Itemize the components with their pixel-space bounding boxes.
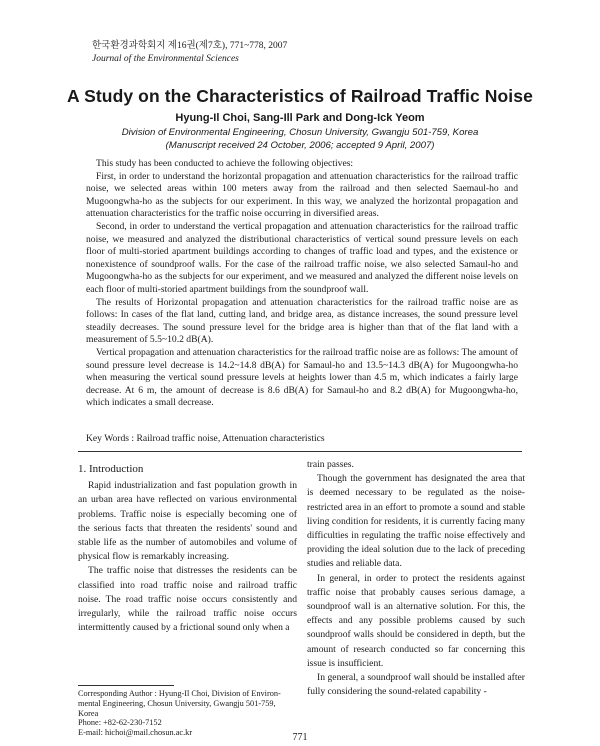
abstract-paragraph: Second, in order to understand the vertical propagation and attenuation characteristics for the railroad traffic noise, we measured and analyzed the distributional characteristics of vertical sound pressure levels on each floor of multi-storied apartment buildings according to changes of traffic load and types, and the existence or nonexistence of soundproof walls. For the case of the railroad traffic noise, we also selected Samaul-ho and Mugoongwha-ho as the subjects for our experiment, and we measured and analyzed the different noise levels on each floor of multi-storied apartment buildings from the soundproof wall. bbox=[86, 220, 518, 295]
body-paragraph: In general, a soundproof wall should be installed after fully considering the sound-related capability - bbox=[307, 672, 525, 698]
footnote-divider bbox=[78, 685, 174, 686]
affiliation: Division of Environmental Engineering, Chosun University, Gwangju 501-759, Korea bbox=[121, 127, 479, 138]
right-column bbox=[307, 458, 525, 699]
section-divider bbox=[78, 451, 522, 452]
left-column bbox=[78, 458, 297, 635]
body-paragraph: In general, in order to protect the residents against traffic noise that probably causes serious damage, a soundproof wall is an alternative solution. For this, the effects and any possible problems caused by such soundproof walls should be considered in depth, but the amount of research conducted so far concerning this issue is insufficient. bbox=[307, 572, 525, 669]
paper-title: A Study on the Characteristics of Railroad Traffic Noise bbox=[67, 86, 533, 106]
page-number: 771 bbox=[292, 732, 308, 743]
manuscript-dates: (Manuscript received 24 October, 2006; accepted 9 April, 2007) bbox=[165, 140, 435, 151]
body-paragraph: Though the government has designated the area that is deemed necessary to be regulated as the noise-restricted area in an effort to promote a sound and stable living condition for residents, it is currently facing many difficulties in regulating the traffic noise effectively and providing the ideal solution due to the lack of preceding studies and reliable data. bbox=[307, 473, 525, 570]
journal-english: Journal of the Environmental Sciences bbox=[92, 54, 239, 64]
footnote-line: mental Engineering, Chosun University, Gwangju 501-759, bbox=[78, 698, 276, 708]
section-heading: 1. Introduction bbox=[78, 463, 144, 475]
footnote-line: Corresponding Author : Hyung-Il Choi, Division of Environ- bbox=[78, 689, 281, 698]
body-paragraph: The traffic noise that distresses the residents can be classified into road traffic noise and railroad traffic noise. The road traffic noise occurs consistently and irregularly, while the railroad traffic noise occurs intermittently caused by a frictional sound only when a bbox=[78, 565, 297, 634]
footnote-line: Korea bbox=[78, 708, 99, 718]
footnote bbox=[78, 689, 302, 738]
footnote-email: E-mail: hichoi@mail.chosun.ac.kr bbox=[78, 728, 193, 738]
authors: Hyung-Il Choi, Sang-Ill Park and Dong-Ick Yeom bbox=[175, 112, 425, 124]
abstract-paragraph: The results of Horizontal propagation and attenuation characteristics for the railroad traffic noise are as follows: In cases of the flat land, cutting land, and bridge area, as distance increases, the sound pressure level steadily decreases. The sound pressure level for the bridge area is higher than that of the flat land with a measurement of 5.5~10.2 dB(A). bbox=[86, 296, 518, 346]
journal-header bbox=[92, 40, 287, 66]
keywords: Key Words : Railroad traffic noise, Attenuation characteristics bbox=[86, 433, 325, 444]
abstract-paragraph: This study has been conducted to achieve the following objectives: bbox=[96, 158, 354, 169]
footnote-phone: Phone: +82-62-230-7152 bbox=[78, 718, 162, 728]
abstract-paragraph: Vertical propagation and attenuation characteristics for the railroad traffic noise are as follows: The amount of sound pressure level decrease is 14.2~14.8 dB(A) for Samaul-ho and 13.5~14.3 dB(A) for Mugoongwha-ho when measuring the vertical sound pressure levels at heights lower than 4.5 m, which indicates a fairly large decrease. At 6 m, the amount of decrease is 8.6 dB(A) for Samaul-ho and 8.2 dB(A) for Mugoongwha-ho, which indicates a small decrease. bbox=[86, 346, 518, 409]
body-paragraph: Rapid industrialization and fast population growth in an urban area have reflected on various environmental problems. Traffic noise is especially becoming one of the serious facts that threaten the residents' sound and stable life as the number of automobiles and volume of physical flow is remarkably increasing. bbox=[78, 480, 297, 563]
abstract bbox=[86, 158, 518, 410]
body-continuation: train passes. bbox=[307, 459, 354, 470]
abstract-paragraph: First, in order to understand the horizontal propagation and attenuation characteristics for the railroad traffic noise, we selected areas within 100 meters away from the railroad and then selected Saemaul-ho and Mugoongwha-ho as the subjects for our experiment. In this way, we analyzed the horizontal propagation and attenuation characteristics for the traffic noise occurring in diversified areas. bbox=[86, 170, 518, 220]
journal-korean: 한국환경과학회지 제16권(제7호), 771~778, 2007 bbox=[92, 41, 288, 51]
